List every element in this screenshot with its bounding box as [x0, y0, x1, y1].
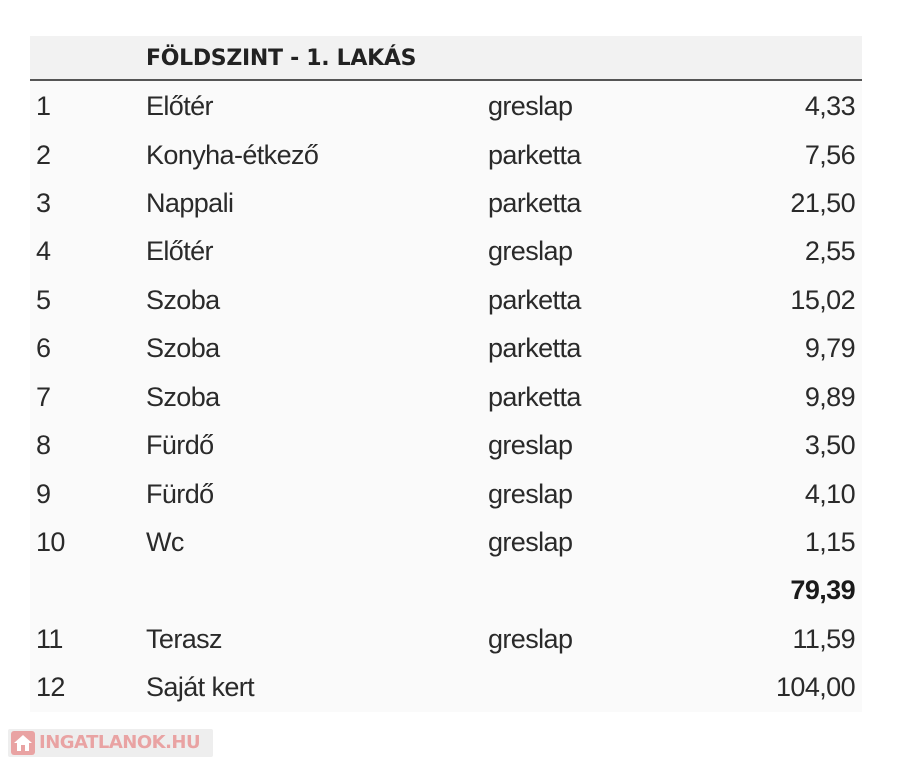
floor-type: parketta — [488, 188, 581, 218]
room-name: Szoba — [146, 382, 220, 412]
room-number: 6 — [36, 333, 51, 363]
floor-type: parketta — [488, 140, 581, 170]
table-row — [0, 131, 901, 179]
room-area: 4,10 — [804, 479, 855, 509]
room-area: 3,50 — [804, 430, 855, 460]
floor-type: greslap — [488, 236, 573, 266]
room-number: 8 — [36, 430, 51, 460]
subtotal-row — [0, 566, 901, 614]
room-name: Előtér — [146, 236, 213, 266]
subtotal-area: 79,39 — [790, 575, 855, 605]
room-number: 4 — [36, 236, 51, 266]
room-area: 104,00 — [776, 672, 855, 702]
floor-type: parketta — [488, 285, 581, 315]
table-row — [0, 421, 901, 469]
watermark-text: INGATLANOK.HU — [39, 732, 201, 753]
floor-type: parketta — [488, 333, 581, 363]
room-number: 11 — [36, 624, 63, 654]
table-row — [0, 373, 901, 421]
room-number: 3 — [36, 188, 51, 218]
room-number: 10 — [36, 527, 65, 557]
room-name: Konyha-étkező — [146, 140, 319, 170]
floor-type: greslap — [488, 479, 573, 509]
floor-type: greslap — [488, 527, 573, 557]
table-title: FÖLDSZINT - 1. LAKÁS — [146, 46, 417, 71]
room-number: 7 — [36, 382, 51, 412]
room-area: 2,55 — [804, 236, 855, 266]
room-name: Fürdő — [146, 479, 214, 509]
room-name: Fürdő — [146, 430, 214, 460]
floor-type: parketta — [488, 382, 581, 412]
room-name: Szoba — [146, 333, 220, 363]
table-row — [0, 663, 901, 711]
room-name: Terasz — [146, 624, 222, 654]
room-area: 7,56 — [804, 140, 855, 170]
room-number: 5 — [36, 285, 51, 315]
room-name: Szoba — [146, 285, 220, 315]
room-name: Előtér — [146, 91, 213, 121]
room-area: 21,50 — [790, 188, 855, 218]
room-number: 2 — [36, 140, 51, 170]
table-row — [0, 470, 901, 518]
room-number: 1 — [36, 91, 51, 121]
room-area: 9,89 — [804, 382, 855, 412]
room-name: Saját kert — [146, 672, 255, 702]
room-area: 4,33 — [804, 91, 855, 121]
room-name: Wc — [146, 527, 184, 557]
table-row — [0, 615, 901, 663]
room-area: 15,02 — [790, 285, 855, 315]
table-row — [0, 179, 901, 227]
room-number: 12 — [36, 672, 65, 702]
table-row — [0, 324, 901, 372]
header-divider — [30, 79, 862, 81]
room-area: 1,15 — [804, 527, 855, 557]
room-area: 11,59 — [792, 624, 855, 654]
room-area: 9,79 — [804, 333, 855, 363]
floor-type: greslap — [488, 91, 573, 121]
table-row — [0, 82, 901, 130]
table-row — [0, 227, 901, 275]
table-row — [0, 276, 901, 324]
floor-type: greslap — [488, 430, 573, 460]
room-name: Nappali — [146, 188, 234, 218]
house-icon — [11, 731, 35, 755]
room-number: 9 — [36, 479, 51, 509]
table-row — [0, 518, 901, 566]
floor-type: greslap — [488, 624, 573, 654]
watermark-logo — [8, 729, 213, 757]
